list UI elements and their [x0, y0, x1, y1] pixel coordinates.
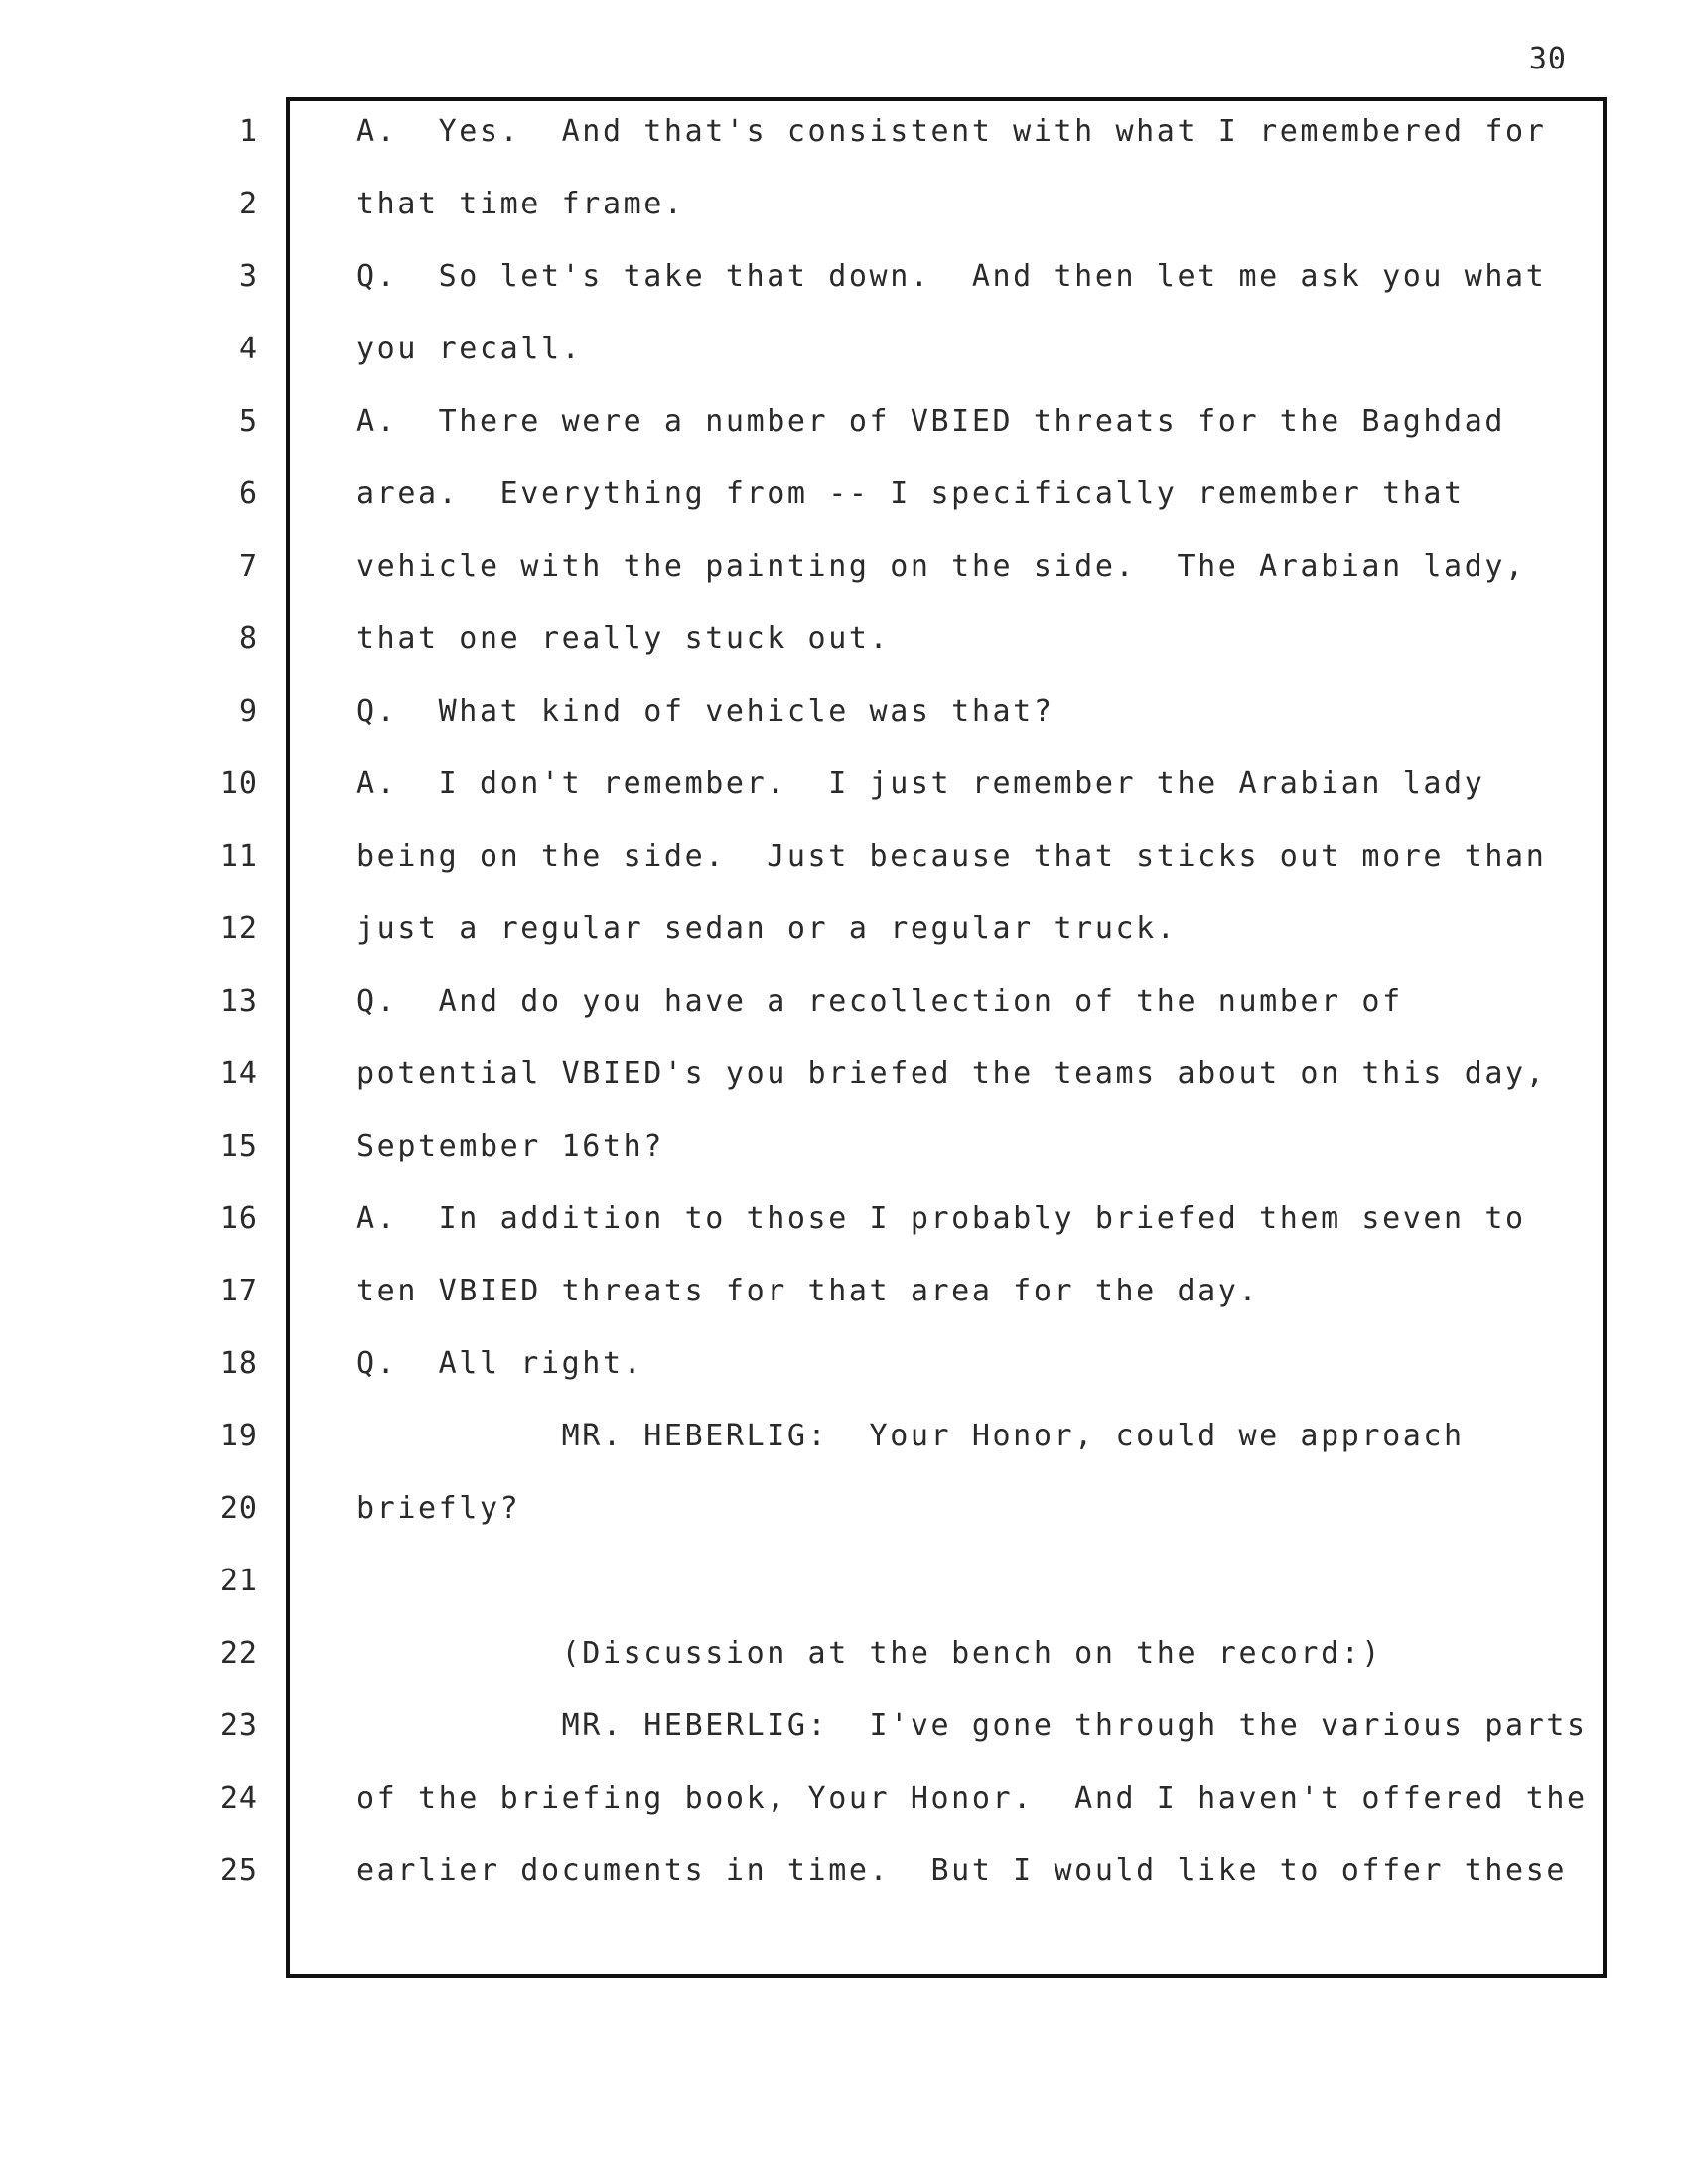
transcript-line — [0, 675, 1688, 748]
line-text: vehicle with the painting on the side. The Arabian lady, — [356, 549, 1526, 584]
line-number: 5 — [238, 404, 258, 439]
line-text: area. Everything from -- I specifically remember that — [356, 477, 1465, 511]
transcript-line — [0, 1037, 1688, 1110]
line-text: MR. HEBERLIG: Your Honor, could we approach — [356, 1419, 1465, 1453]
line-number: 8 — [238, 621, 258, 656]
line-number: 6 — [238, 477, 258, 511]
transcript-line — [0, 1617, 1688, 1690]
line-number: 14 — [219, 1056, 258, 1091]
transcript-line — [0, 1545, 1688, 1617]
transcript-line — [0, 1110, 1688, 1182]
line-text: Q. And do you have a recollection of the number of — [356, 984, 1403, 1019]
line-text: that time frame. — [356, 187, 685, 221]
line-number: 22 — [219, 1636, 258, 1671]
transcript-line — [0, 1255, 1688, 1327]
transcript-line — [0, 1400, 1688, 1472]
line-text: A. Yes. And that's consistent with what I remembered for — [356, 114, 1547, 149]
line-number: 23 — [219, 1708, 258, 1743]
line-number: 24 — [219, 1781, 258, 1816]
line-number: 17 — [219, 1274, 258, 1308]
transcript-line — [0, 748, 1688, 820]
line-text: of the briefing book, Your Honor. And I haven't offered the — [356, 1781, 1588, 1816]
line-text: just a regular sedan or a regular truck. — [356, 911, 1178, 946]
line-text: being on the side. Just because that sticks out more than — [356, 839, 1547, 874]
line-number: 19 — [219, 1419, 258, 1453]
line-number: 13 — [219, 984, 258, 1019]
line-number: 12 — [219, 911, 258, 946]
transcript-line — [0, 1762, 1688, 1835]
transcript-line — [0, 168, 1688, 240]
page-number: 30 — [1528, 42, 1567, 76]
line-number: 10 — [219, 766, 258, 801]
line-text: ten VBIED threats for that area for the day. — [356, 1274, 1260, 1308]
line-text: potential VBIED's you briefed the teams about on this day, — [356, 1056, 1547, 1091]
line-text: that one really stuck out. — [356, 621, 891, 656]
line-text: Q. So let's take that down. And then let me ask you what — [356, 259, 1547, 294]
transcript-line — [0, 385, 1688, 458]
transcript-line — [0, 1327, 1688, 1400]
line-text: MR. HEBERLIG: I've gone through the various parts — [356, 1708, 1588, 1743]
line-number: 15 — [219, 1129, 258, 1163]
line-number: 18 — [219, 1346, 258, 1381]
transcript-line — [0, 458, 1688, 530]
line-text: September 16th? — [356, 1129, 664, 1163]
line-number: 21 — [219, 1564, 258, 1598]
transcript-line — [0, 1690, 1688, 1762]
transcript-line — [0, 530, 1688, 603]
line-text: briefly? — [356, 1491, 521, 1526]
transcript-line — [0, 820, 1688, 892]
line-number: 4 — [238, 332, 258, 366]
line-number: 9 — [238, 694, 258, 729]
line-text: Q. What kind of vehicle was that? — [356, 694, 1055, 729]
transcript-line — [0, 1182, 1688, 1255]
line-number: 1 — [238, 114, 258, 149]
transcript-line — [0, 1835, 1688, 1907]
transcript-line — [0, 1472, 1688, 1545]
line-number: 3 — [238, 259, 258, 294]
line-text: Q. All right. — [356, 1346, 644, 1381]
line-number: 16 — [219, 1201, 258, 1236]
line-text: A. I don't remember. I just remember the Arabian lady — [356, 766, 1485, 801]
transcript-line — [0, 313, 1688, 385]
line-text: earlier documents in time. But I would like to offer these — [356, 1853, 1568, 1888]
line-text: (Discussion at the bench on the record:) — [356, 1636, 1383, 1671]
line-number: 7 — [238, 549, 258, 584]
transcript-line — [0, 892, 1688, 965]
transcript-line — [0, 965, 1688, 1037]
transcript-line — [0, 240, 1688, 313]
line-text: you recall. — [356, 332, 583, 366]
line-number: 2 — [238, 187, 258, 221]
transcript-line — [0, 603, 1688, 675]
line-number: 11 — [219, 839, 258, 874]
line-number: 25 — [219, 1853, 258, 1888]
transcript-line — [0, 95, 1688, 168]
line-text: A. There were a number of VBIED threats for the Baghdad — [356, 404, 1506, 439]
line-text: A. In addition to those I probably briefed them seven to — [356, 1201, 1526, 1236]
line-number: 20 — [219, 1491, 258, 1526]
